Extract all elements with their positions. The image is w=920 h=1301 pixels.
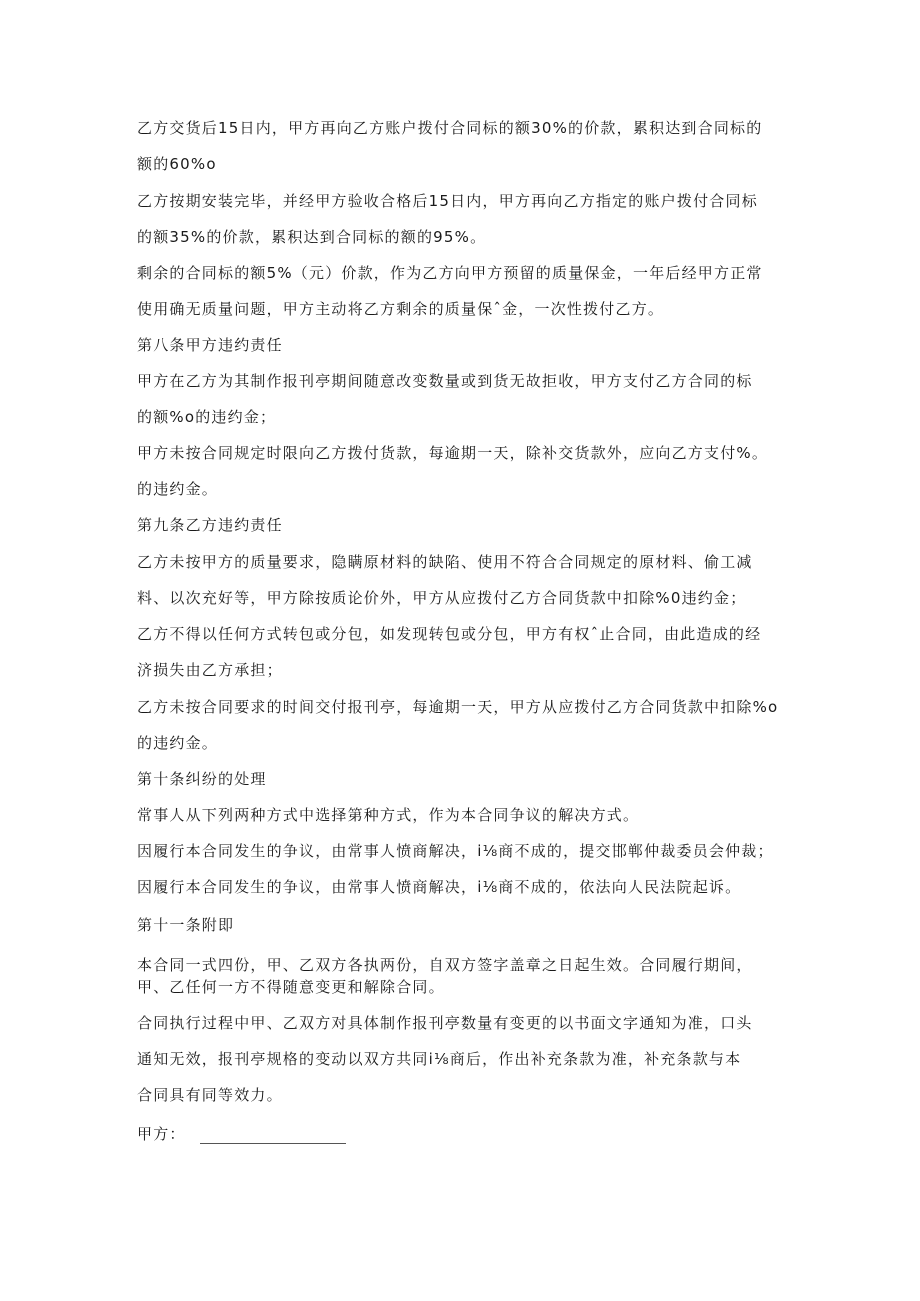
text-line: 使用确无质量问题，甲方主动将乙方剩余的质量保ˆ金，一次性拨付乙方。 (137, 300, 665, 318)
signature-field (137, 1124, 346, 1144)
section-heading: 第十条纠纷的处理 (137, 770, 267, 788)
text-line: 乙方未按甲方的质量要求，隐瞒原材料的缺陷、使用不符合合同规定的原材料、偷工减 (137, 553, 753, 571)
text-line: 因履行本合同发生的争议，由常事人愤商解决，i⅛商不成的，依法向人民法院起诉。 (137, 878, 742, 896)
text-line: 的违约金。 (137, 480, 219, 498)
text-line: 的额%o的违约金； (137, 408, 277, 426)
text-line: 甲方未按合同规定时限向乙方拨付货款，每逾期一天，除补交货款外，应向乙方支付%。 (137, 444, 769, 462)
text-line: 的违约金。 (137, 734, 219, 752)
text-line: 合同具有同等效力。 (137, 1086, 283, 1104)
text-line: 甲方在乙方为其制作报刊亭期间随意改变数量或到货无故拒收，甲方支付乙方合同的标 (137, 372, 753, 390)
text-line: 因履行本合同发生的争议，由常事人愤商解决，i⅛商不成的，提交邯郸仲裁委员会仲裁； (137, 842, 774, 860)
text-line: 料、以次充好等，甲方除按质论价外，甲方从应拨付乙方合同货款中扣除%0违约金； (137, 589, 747, 607)
text-line: 合同执行过程中甲、乙双方对具体制作报刊亭数量有变更的以书面文字通知为准，口头 (137, 1014, 753, 1032)
section-heading: 第八条甲方违约责任 (137, 336, 283, 354)
text-line: 额的60%o (137, 155, 217, 173)
signature-label: 甲方： (137, 1125, 186, 1143)
signature-blank-line (200, 1129, 346, 1144)
text-line: 乙方不得以任何方式转包或分包，如发现转包或分包，甲方有权ˆ止合同，由此造成的经 (137, 625, 762, 643)
text-line: 的额35%的价款，累积达到合同标的额的95%。 (137, 228, 487, 246)
text-line: 常事人从下列两种方式中选择第种方式，作为本合同争议的解决方式。 (137, 806, 640, 824)
text-line: 本合同一式四份，甲、乙双方各执两份，自双方签字盖章之日起生效。合同履行期间， (137, 956, 753, 974)
text-line: 通知无效，报刊亭规格的变动以双方共同i⅛商后，作出补充条款为准，补充条款与本 (137, 1050, 742, 1068)
text-line: 乙方按期安装完毕，并经甲方验收合格后15日内，甲方再向乙方指定的账户拨付合同标 (137, 192, 758, 210)
text-line: 济损失由乙方承担； (137, 661, 283, 679)
section-heading: 第九条乙方违约责任 (137, 516, 283, 534)
section-heading: 第十一条附即 (137, 916, 235, 934)
text-line: 甲、乙任何一方不得随意变更和解除合同。 (137, 978, 445, 996)
text-line: 乙方交货后15日内，甲方再向乙方账户拨付合同标的额30%的价款，累积达到合同标的 (137, 119, 763, 137)
text-line: 乙方未按合同要求的时间交付报刊亭，每逾期一天，甲方从应拨付乙方合同货款中扣除%o (137, 698, 779, 716)
text-line: 剩余的合同标的额5%（元）价款，作为乙方向甲方预留的质量保金，一年后经甲方正常 (137, 264, 763, 282)
